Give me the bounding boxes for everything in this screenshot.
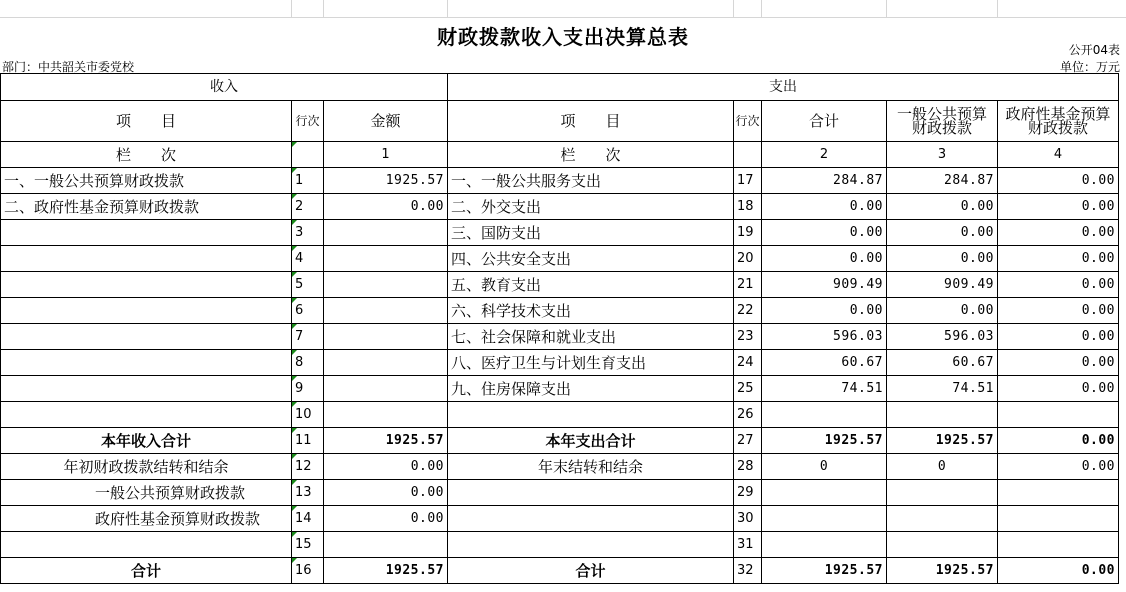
- expense-total-cell: 0.00: [762, 246, 887, 272]
- table-row: [1, 402, 1119, 428]
- gov-fund-cell: 0.00: [998, 220, 1119, 246]
- expense-item-cell: 八、医疗卫生与计划生育支出: [448, 350, 734, 376]
- income-item-cell: 二、政府性基金预算财政拨款: [1, 194, 292, 220]
- expense-item-cell: 一、一般公共服务支出: [448, 168, 734, 194]
- gov-fund-cell: 0.00: [998, 376, 1119, 402]
- expense-item-cell: [448, 506, 734, 532]
- expense-col-label: 栏 次: [448, 142, 734, 168]
- general-budget-cell: 60.67: [887, 350, 998, 376]
- expense-item-cell: 三、国防支出: [448, 220, 734, 246]
- expense-rowno-cell: 31: [734, 532, 762, 558]
- expense-item-cell: 六、科学技术支出: [448, 298, 734, 324]
- expense-item-cell: 四、公共安全支出: [448, 246, 734, 272]
- expense-rowno-cell: 19: [734, 220, 762, 246]
- income-amount-cell: [324, 272, 448, 298]
- table-row: [1, 298, 1119, 324]
- gov-fund-cell: 0.00: [998, 558, 1119, 584]
- expense-section-header: 支出: [448, 74, 1119, 101]
- expense-rowno-cell: 20: [734, 246, 762, 272]
- income-item-cell: [1, 246, 292, 272]
- expense-total-cell: [762, 506, 887, 532]
- report-title: 财政拨款收入支出决算总表: [437, 25, 689, 49]
- general-budget-cell: 1925.57: [887, 558, 998, 584]
- expense-total-cell: [762, 532, 887, 558]
- income-amount-cell: [324, 324, 448, 350]
- form-code: 公开04表: [1068, 43, 1120, 57]
- income-rowno-cell: 2: [292, 194, 324, 220]
- general-budget-cell: 0.00: [887, 220, 998, 246]
- income-rowno-header: 行次: [292, 101, 324, 142]
- income-rowno-cell: 15: [292, 532, 324, 558]
- income-item-cell: 政府性基金预算财政拨款: [1, 506, 292, 532]
- table-row: [1, 220, 1119, 246]
- expense-item-cell: [448, 480, 734, 506]
- gov-fund-header: 政府性基金预算财政拨款: [998, 101, 1119, 142]
- income-amount-cell: [324, 376, 448, 402]
- expense-item-cell: 二、外交支出: [448, 194, 734, 220]
- gov-fund-cell: 0.00: [998, 350, 1119, 376]
- expense-item-cell: 本年支出合计: [448, 428, 734, 454]
- income-section-header: 收入: [1, 74, 448, 101]
- income-rowno-cell: 13: [292, 480, 324, 506]
- income-rowno-cell: 3: [292, 220, 324, 246]
- expense-total-cell: 909.49: [762, 272, 887, 298]
- table-row: [1, 246, 1119, 272]
- income-rowno-cell: 7: [292, 324, 324, 350]
- income-amount-cell: 0.00: [324, 506, 448, 532]
- col-number-1: 1: [324, 142, 448, 168]
- general-budget-cell: [887, 506, 998, 532]
- table-row: [1, 532, 1119, 558]
- unit-label: 单位：万元: [1059, 60, 1120, 74]
- table-row: [1, 350, 1119, 376]
- expense-total-cell: 0.00: [762, 220, 887, 246]
- expense-item-cell: 五、教育支出: [448, 272, 734, 298]
- income-rowno-cell: 4: [292, 246, 324, 272]
- table-row: [1, 376, 1119, 402]
- general-budget-cell: 0.00: [887, 246, 998, 272]
- income-item-cell: 一、一般公共预算财政拨款: [1, 168, 292, 194]
- col-label-blank: [734, 142, 762, 168]
- income-rowno-cell: 1: [292, 168, 324, 194]
- income-rowno-cell: 6: [292, 298, 324, 324]
- table-row: [1, 194, 1119, 220]
- expense-item-cell: 合计: [448, 558, 734, 584]
- expense-total-cell: 0.00: [762, 298, 887, 324]
- income-item-cell: [1, 298, 292, 324]
- general-budget-cell: 1925.57: [887, 428, 998, 454]
- expense-rowno-cell: 28: [734, 454, 762, 480]
- expense-total-cell: 1925.57: [762, 558, 887, 584]
- expense-rowno-cell: 22: [734, 298, 762, 324]
- general-budget-cell: 74.51: [887, 376, 998, 402]
- gov-fund-cell: [998, 506, 1119, 532]
- general-budget-cell: 0.00: [887, 298, 998, 324]
- income-item-cell: 一般公共预算财政拨款: [1, 480, 292, 506]
- general-budget-header: 一般公共预算财政拨款: [887, 101, 998, 142]
- general-budget-cell: [887, 402, 998, 428]
- income-item-cell: [1, 532, 292, 558]
- gov-fund-cell: 0.00: [998, 428, 1119, 454]
- expense-rowno-cell: 32: [734, 558, 762, 584]
- gov-fund-cell: 0.00: [998, 168, 1119, 194]
- income-item-cell: [1, 376, 292, 402]
- expense-total-cell: 60.67: [762, 350, 887, 376]
- gov-fund-cell: 0.00: [998, 272, 1119, 298]
- expense-rowno-cell: 24: [734, 350, 762, 376]
- income-item-cell: [1, 350, 292, 376]
- income-item-cell: [1, 220, 292, 246]
- expense-item-cell: 九、住房保障支出: [448, 376, 734, 402]
- income-amount-cell: 0.00: [324, 194, 448, 220]
- table-row: [1, 506, 1119, 532]
- col-number-2: 2: [762, 142, 887, 168]
- expense-item-header: 项 目: [448, 101, 734, 142]
- table-row: [1, 428, 1119, 454]
- income-rowno-cell: 9: [292, 376, 324, 402]
- gov-fund-cell: [998, 402, 1119, 428]
- income-amount-cell: 1925.57: [324, 428, 448, 454]
- gov-fund-cell: 0.00: [998, 454, 1119, 480]
- income-item-header: 项 目: [1, 101, 292, 142]
- expense-rowno-cell: 27: [734, 428, 762, 454]
- expense-rowno-cell: 17: [734, 168, 762, 194]
- income-rowno-cell: 14: [292, 506, 324, 532]
- gov-fund-cell: 0.00: [998, 324, 1119, 350]
- income-rowno-cell: 10: [292, 402, 324, 428]
- expense-total-header: 合计: [762, 101, 887, 142]
- expense-total-cell: [762, 402, 887, 428]
- table-row: [1, 480, 1119, 506]
- expense-total-cell: [762, 480, 887, 506]
- income-amount-cell: 1925.57: [324, 558, 448, 584]
- general-budget-cell: 284.87: [887, 168, 998, 194]
- income-amount-cell: 1925.57: [324, 168, 448, 194]
- expense-total-cell: 0: [762, 454, 887, 480]
- income-amount-cell: [324, 220, 448, 246]
- department-label: 部门：中共韶关市委党校: [2, 60, 135, 74]
- general-budget-cell: 596.03: [887, 324, 998, 350]
- table-row: [1, 454, 1119, 480]
- table-row: [1, 324, 1119, 350]
- general-budget-cell: 0: [887, 454, 998, 480]
- gov-fund-cell: 0.00: [998, 194, 1119, 220]
- income-item-cell: 本年收入合计: [1, 428, 292, 454]
- expense-rowno-cell: 23: [734, 324, 762, 350]
- expense-total-cell: 284.87: [762, 168, 887, 194]
- income-item-cell: [1, 402, 292, 428]
- expense-rowno-cell: 21: [734, 272, 762, 298]
- expense-total-cell: 0.00: [762, 194, 887, 220]
- income-item-cell: 合计: [1, 558, 292, 584]
- expense-total-cell: 1925.57: [762, 428, 887, 454]
- table-row: [1, 558, 1119, 584]
- income-rowno-cell: 5: [292, 272, 324, 298]
- income-amount-cell: 0.00: [324, 454, 448, 480]
- table-row: [1, 168, 1119, 194]
- col-number-4: 4: [998, 142, 1119, 168]
- expense-rowno-header: 行次: [734, 101, 762, 142]
- gov-fund-cell: 0.00: [998, 298, 1119, 324]
- income-amount-cell: [324, 402, 448, 428]
- gov-fund-cell: 0.00: [998, 246, 1119, 272]
- expense-rowno-cell: 25: [734, 376, 762, 402]
- income-rowno-cell: 16: [292, 558, 324, 584]
- income-item-cell: [1, 324, 292, 350]
- expense-item-cell: [448, 532, 734, 558]
- income-amount-cell: [324, 246, 448, 272]
- income-amount-cell: 0.00: [324, 480, 448, 506]
- expense-total-cell: 74.51: [762, 376, 887, 402]
- general-budget-cell: [887, 480, 998, 506]
- expense-rowno-cell: 18: [734, 194, 762, 220]
- general-budget-cell: 0.00: [887, 194, 998, 220]
- income-rowno-cell: 11: [292, 428, 324, 454]
- expense-rowno-cell: 29: [734, 480, 762, 506]
- gov-fund-cell: [998, 480, 1119, 506]
- table-row: [1, 272, 1119, 298]
- income-item-cell: 年初财政拨款结转和结余: [1, 454, 292, 480]
- expense-total-cell: 596.03: [762, 324, 887, 350]
- income-amount-header: 金额: [324, 101, 448, 142]
- income-amount-cell: [324, 532, 448, 558]
- expense-rowno-cell: 26: [734, 402, 762, 428]
- spreadsheet-top-grid: [0, 0, 1126, 18]
- general-budget-cell: 909.49: [887, 272, 998, 298]
- budget-summary-table: [0, 73, 1119, 584]
- general-budget-cell: [887, 532, 998, 558]
- income-rowno-cell: 12: [292, 454, 324, 480]
- income-item-cell: [1, 272, 292, 298]
- expense-item-cell: 七、社会保障和就业支出: [448, 324, 734, 350]
- expense-item-cell: [448, 402, 734, 428]
- income-col-label: 栏 次: [1, 142, 292, 168]
- col-label-blank: [292, 142, 324, 168]
- income-amount-cell: [324, 298, 448, 324]
- col-number-3: 3: [887, 142, 998, 168]
- income-amount-cell: [324, 350, 448, 376]
- income-rowno-cell: 8: [292, 350, 324, 376]
- expense-rowno-cell: 30: [734, 506, 762, 532]
- expense-item-cell: 年末结转和结余: [448, 454, 734, 480]
- gov-fund-cell: [998, 532, 1119, 558]
